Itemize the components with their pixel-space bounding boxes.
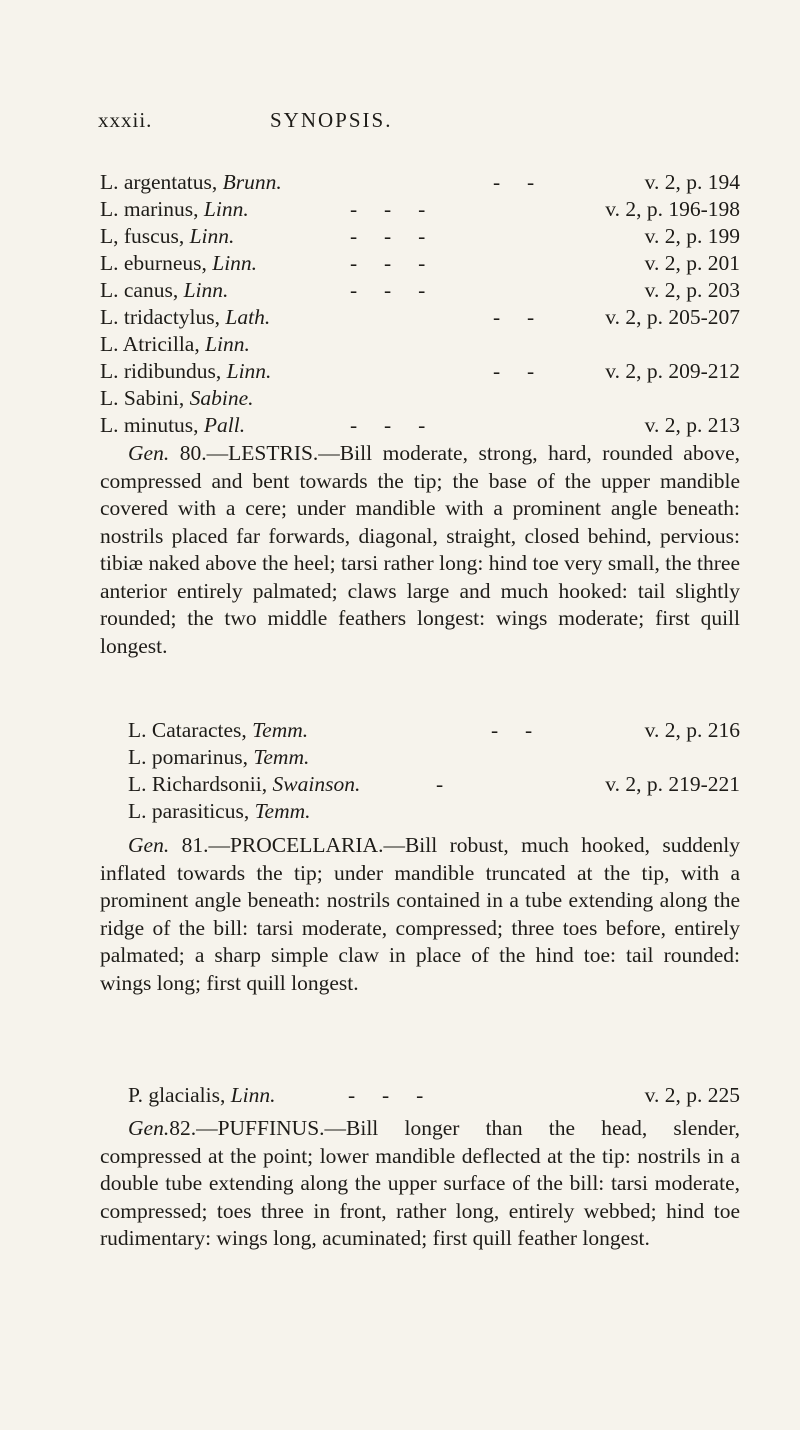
- list-item: L. pomarinus, Temm.: [128, 745, 310, 769]
- list-item: L. canus, Linn. - - - v. 2, p. 203: [100, 278, 740, 302]
- list-item: P. glacialis, Linn. - - - v. 2, p. 225: [128, 1083, 740, 1107]
- volume-page-ref: v. 2, p. 199: [644, 224, 740, 248]
- running-title: SYNOPSIS.: [270, 108, 393, 132]
- volume-page-ref: v. 2, p. 209-212: [605, 359, 740, 383]
- volume-page-ref: v. 2, p. 219-221: [605, 772, 740, 796]
- list-item: L. Atricilla, Linn.: [100, 332, 250, 356]
- volume-page-ref: v. 2, p. 225: [644, 1083, 740, 1107]
- volume-page-ref: v. 2, p. 194: [644, 170, 740, 194]
- volume-page-ref: v. 2, p. 203: [644, 278, 740, 302]
- volume-page-ref: v. 2, p. 201: [644, 251, 740, 275]
- volume-page-ref: v. 2, p. 216: [644, 718, 740, 742]
- genus-description-lestris: Gen. 80.—LESTRIS.—Bill moderate, strong, hard, rounded above, compressed and bent towards the tip; the base of the upper mandible covered with a cere; under mandible with a prominent angle beneath: nostrils placed far forwards, diagonal, straight, closed behind, pervious: tibiæ naked above the heel; tarsi rather long: hind toe very small, the three anterior entirely palmated; claws large and much hooked: tail slightly rounded; the two middle feathers longest: wings moderate; first quill longest.: [100, 441, 740, 658]
- volume-page-ref: v. 2, p. 213: [644, 413, 740, 437]
- list-item: L. marinus, Linn. - - - v. 2, p. 196-198: [100, 197, 740, 221]
- list-item: L. Sabini, Sabine.: [100, 386, 254, 410]
- folio-number: xxxii.: [98, 108, 153, 132]
- list-item: L. ridibundus, Linn. - - v. 2, p. 209-212: [100, 359, 740, 383]
- list-item: L. argentatus, Brunn. - - v. 2, p. 194: [100, 170, 740, 194]
- list-item: L. minutus, Pall. - - - v. 2, p. 213: [100, 413, 740, 437]
- list-item: L. tridactylus, Lath. - - v. 2, p. 205-207: [100, 305, 740, 329]
- list-item: L. eburneus, Linn. - - - v. 2, p. 201: [100, 251, 740, 275]
- genus-description-procellaria: Gen. 81.—PROCELLARIA.—Bill robust, much hooked, suddenly inflated towards the tip; under mandible truncated at the tip, with a prominent angle beneath: nostrils contained in a tube extending along the ridge of the bill: tarsi moderate, compressed; three toes before, entirely palmated; a sharp simple claw in place of the hind toe: tail rounded: wings long; first quill longest.: [100, 833, 740, 995]
- list-item: L. Richardsonii, Swainson. - v. 2, p. 219-221: [128, 772, 740, 796]
- volume-page-ref: v. 2, p. 196-198: [605, 197, 740, 221]
- genus-description-puffinus: Gen.82.—PUFFINUS.—Bill longer than the head, slender, compressed at the point; lower mandible deflected at the tip: nostrils in a double tube extending along the upper surface of the bill: tarsi moderate, compressed; toes three in front, rather long, entirely webbed; hind toe rudimentary: wings long, acuminated; first quill feather longest.: [100, 1116, 740, 1250]
- volume-page-ref: v. 2, p. 205-207: [605, 305, 740, 329]
- page-header: [98, 108, 738, 138]
- list-item: L. Cataractes, Temm. - - v. 2, p. 216: [128, 718, 740, 742]
- list-item: L, fuscus, Linn. - - - v. 2, p. 199: [100, 224, 740, 248]
- list-item: L. parasiticus, Temm.: [128, 799, 311, 823]
